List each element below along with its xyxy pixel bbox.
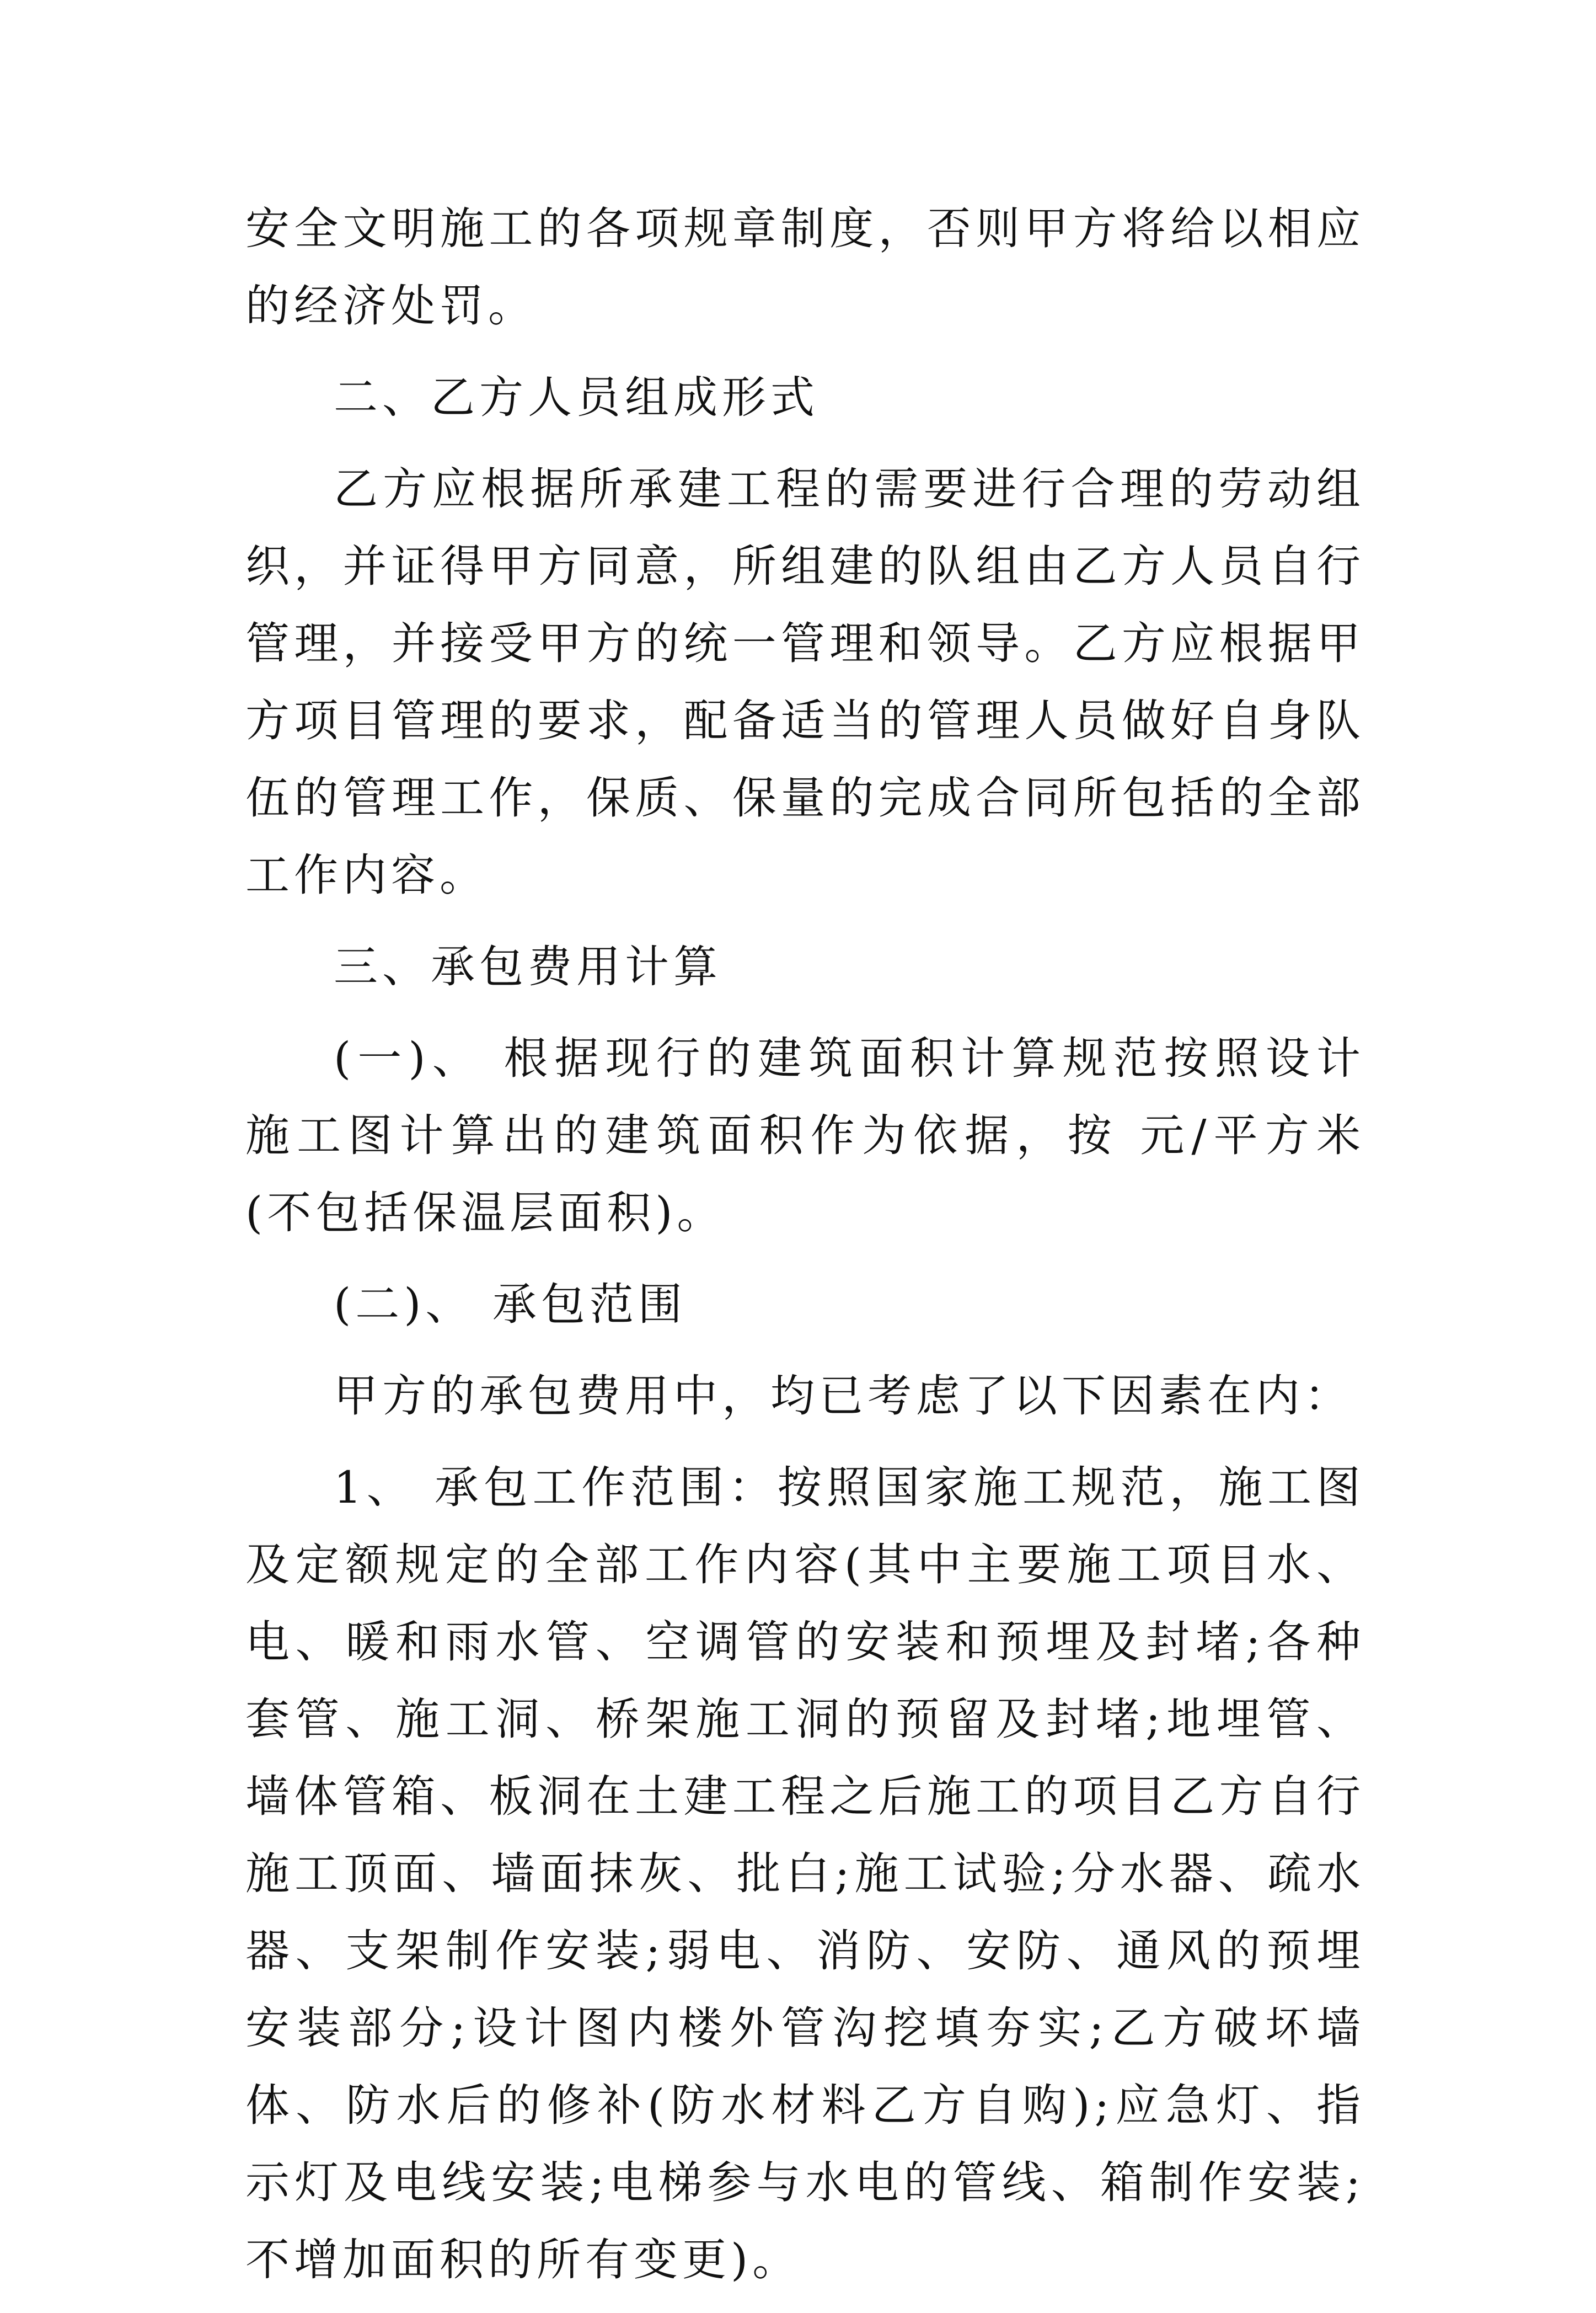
document-body [245, 190, 1365, 2313]
paragraph-scope-intro: 甲方的承包费用中，均已考虑了以下因素在内： [334, 1370, 1353, 1422]
paragraph-fee-basis: (一)、 根据现行的建筑面积计算规范按照设计施工图计算出的建筑面积作为依据，按 元/平方米(不包括保温层面积)。 [245, 1033, 1365, 1238]
section-heading-fee-calculation: 三、承包费用计算 [334, 941, 722, 992]
paragraph-personnel-organization: 乙方应根据所承建工程的需要进行合理的劳动组织，并证得甲方同意，所组建的队组由乙方人员自行管理，并接受甲方的统一管理和领导。乙方应根据甲方项目管理的要求，配备适当的管理人员做好自身队伍的管理工作，保质、保量的完成合同所包括的全部工作内容。 [245, 463, 1365, 901]
section-heading-personnel: 二、乙方人员组成形式 [334, 372, 819, 423]
paragraph-safety-penalty: 安全文明施工的各项规章制度，否则甲方将给以相应的经济处罚。 [245, 203, 1365, 332]
paragraph-scope-item-1: 1、 承包工作范围：按照国家施工规范，施工图及定额规定的全部工作内容(其中主要施工项目水、电、暖和雨水管、空调管的安装和预埋及封堵;各种套管、施工洞、桥架施工洞的预留及封堵;地埋管、墙体管箱、板洞在土建工程之后施工的项目乙方自行施工顶面、墙面抹灰、批白;施工试验;分水器、疏水器、支架制作安装;弱电、消防、安防、通风的预埋安装部分;设计图内楼外管沟挖填夯实;乙方破坏墙体、防水后的修补(防水材料乙方自购);应急灯、指示灯及电线安装;电梯参与水电的管线、箱制作安装;不增加面积的所有变更)。 [245, 1462, 1365, 2285]
subheading-contract-scope: (二)、 承包范围 [334, 1279, 687, 1330]
